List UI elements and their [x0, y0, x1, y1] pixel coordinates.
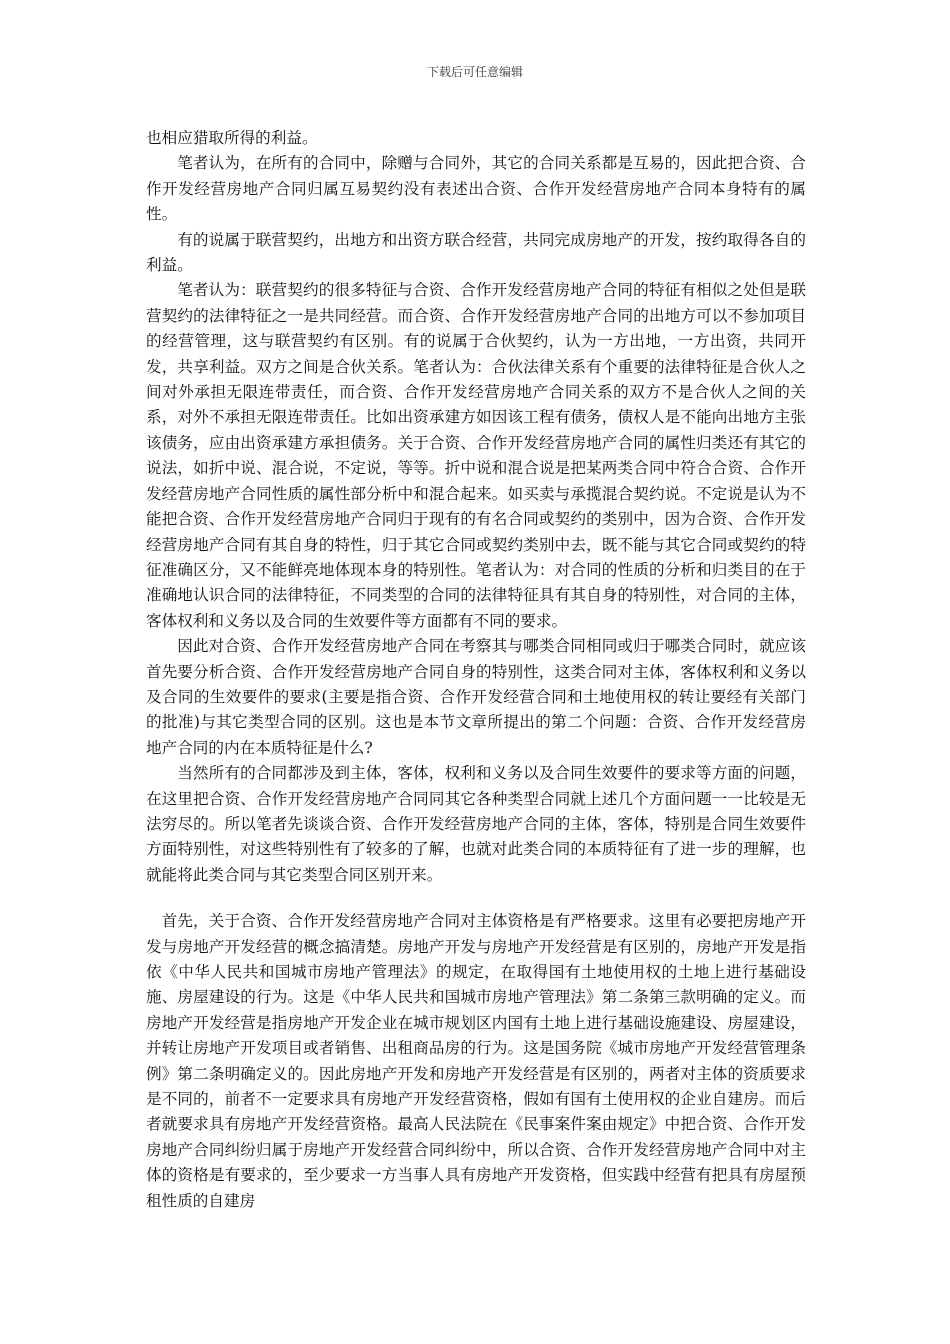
paragraph-1: 也相应猎取所得的利益。	[146, 129, 318, 147]
paragraph-3: 有的说属于联营契约，出地方和出资方联合经营，共同完成房地产的开发，按约取得各自的利益。	[146, 230, 806, 275]
paragraph-2: 笔者认为，在所有的合同中，除赠与合同外，其它的合同关系都是互易的，因此把合资、合作开发经营房地产合同归属互易契约没有表述出合资、合作开发经营房地产合同本身特有的属性。	[146, 154, 806, 224]
page-header: 下载后可任意编辑	[426, 65, 523, 79]
paragraph-4: 笔者认为：联营契约的很多特征与合资、合作开发经营房地产合同的特征有相似之处但是联营契约的法律特征之一是共同经营。而合资、合作开发经营房地产合同的出地方可以不参加项目的经营管理，这与联营契约有区别。有的说属于合伙契约，认为一方出地，一方出资，共同开发，共享利益。双方之间是合伙关系。笔者认为：合伙法律关系有个重要的法律特征是合伙人之间对外承担无限连带责任，而合资、合作开发经营房地产合同关系的双方不是合伙人之间的关系，对外不承担无限连带责任。比如出资承建方如因该工程有债务，债权人是不能向出地方主张该债务，应由出资承建方承担债务。关于合资、合作开发经营房地产合同的属性归类还有其它的说法，如折中说、混合说，不定说，等等。折中说和混合说是把某两类合同中符合合资、合作开发经营房地产合同性质的属性部分析中和混合起来。如买卖与承揽混合契约说。不定说是认为不能把合资、合作开发经营房地产合同归于现有的有名合同或契约的类别中，因为合资、合作开发经营房地产合同有其自身的特性，归于其它合同或契约类别中去，既不能与其它合同或契约的特征准确区分，又不能鲜亮地体现本身的特别性。笔者认为：对合同的性质的分析和归类目的在于准确地认识合同的法律特征，不同类型的合同的法律特征具有其自身的特别性，对合同的主体，客体权利和义务以及合同的生效要件等方面都有不同的要求。	[146, 281, 806, 630]
document-body	[146, 126, 806, 1214]
paragraph-gap	[146, 888, 806, 909]
paragraph-7: 首先，关于合资、合作开发经营房地产合同对主体资格是有严格要求。这里有必要把房地产开发与房地产开发经营的概念搞清楚。房地产开发与房地产开发经营是有区别的，房地产开发是指依《中华人民共和国城市房地产管理法》的规定，在取得国有土地使用权的土地上进行基础设施、房屋建设的行为。这是《中华人民共和国城市房地产管理法》第二条第三款明确的定义。而房地产开发经营是指房地产开发企业在城市规划区内国有土地上进行基础设施建设、房屋建设，并转让房地产开发项目或者销售、出租商品房的行为。这是国务院《城市房地产开发经营管理条例》第二条明确定义的。因此房地产开发和房地产开发经营是有区别的，两者对主体的资质要求是不同的，前者不一定要求具有房地产开发经营资格，假如有国有土使用权的企业自建房。而后者就要求具有房地产开发经营资格。最高人民法院在《民事案件案由规定》中把合资、合作开发房地产合同纠纷归属于房地产开发经营合同纠纷中，所以合资、合作开发经营房地产合同中对主体的资格是有要求的，至少要求一方当事人具有房地产开发资格，但实践中经营有把具有房屋预租性质的自建房	[146, 912, 806, 1210]
paragraph-5: 因此对合资、合作开发经营房地产合同在考察其与哪类合同相同或归于哪类合同时，就应该首先要分析合资、合作开发经营房地产合同自身的特别性，这类合同对主体，客体权利和义务以及合同的生效要件的要求(主要是指合资、合作开发经营合同和土地使用权的转让要经有关部门的批准)与其它类型合同的区别。这也是本节文章所提出的第二个问题：合资、合作开发经营房地产合同的内在本质特征是什么?	[146, 637, 806, 757]
paragraph-6: 当然所有的合同都涉及到主体，客体，权利和义务以及合同生效要件的要求等方面的问题，在这里把合资、合作开发经营房地产合同同其它各种类型合同就上述几个方面问题一一比较是无法穷尽的。所以笔者先谈谈合资、合作开发经营房地产合同的主体，客体，特别是合同生效要件方面特别性，对这些特别性有了较多的了解，也就对此类合同的本质特征有了进一步的理解，也就能将此类合同与其它类型合同区别开来。	[146, 764, 806, 884]
